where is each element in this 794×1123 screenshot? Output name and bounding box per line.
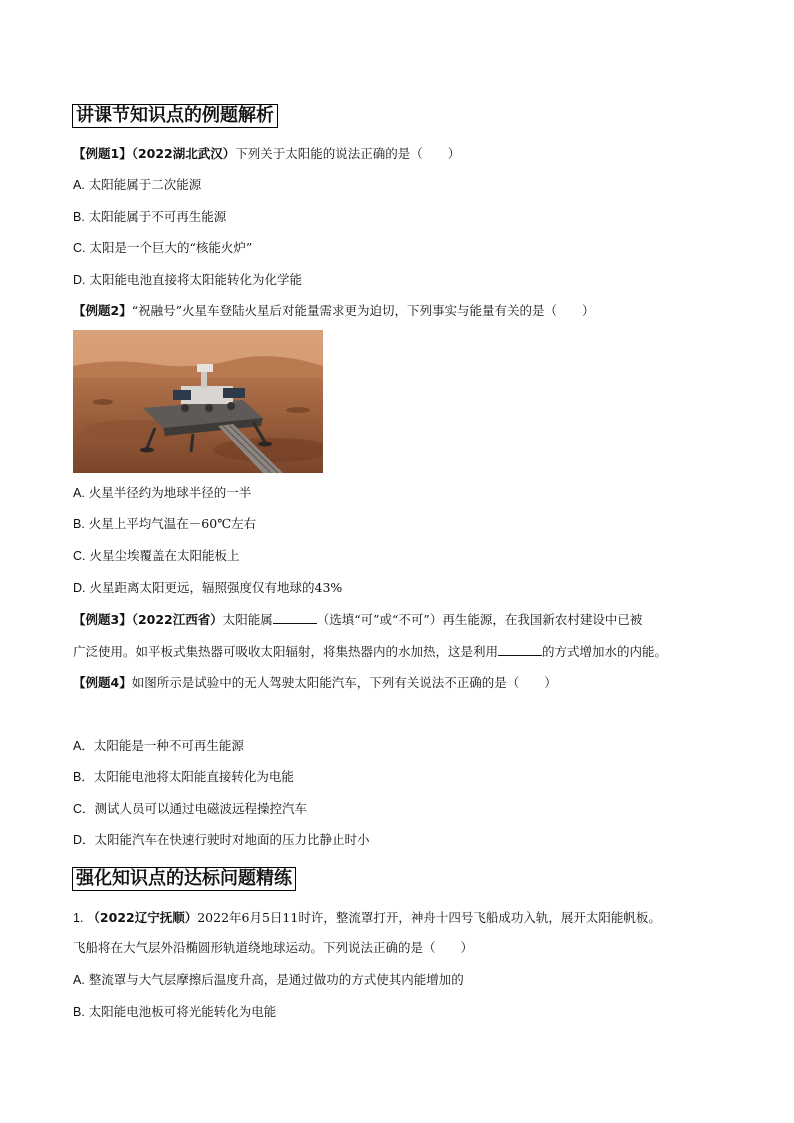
- example-1-option-d: [73, 272, 302, 288]
- option-text: 太阳能电池板可将光能转化为电能: [88, 1004, 277, 1019]
- example-4-stem: 如图所示是试验中的无人驾驶太阳能汽车，下列有关说法不正确的是（ ）: [131, 675, 557, 690]
- option-letter: A.: [73, 973, 85, 987]
- option-letter: B.: [73, 517, 85, 531]
- option-letter: A.: [73, 178, 85, 192]
- section-heading-examples: 讲课节知识点的例题解析: [72, 104, 278, 128]
- example-2-stem: “祝融号”火星车登陆火星后对能量需求更为迫切，下列事实与能量有关的是（ ）: [131, 303, 595, 318]
- option-text: 太阳能属于二次能源: [88, 177, 202, 192]
- practice-1-text: 飞船将在大气层外沿椭圆形轨道绕地球运动。下列说法正确的是（ ）: [73, 940, 474, 955]
- example-4-question: [73, 675, 557, 691]
- answer-blank[interactable]: [273, 611, 317, 624]
- example-3-text: （选填“可”或“不可”）再生能源，在我国新农村建设中已被: [316, 612, 643, 627]
- option-letter: B.: [73, 210, 85, 224]
- option-letter: C．: [73, 802, 95, 816]
- option-text: 测试人员可以通过电磁波远程操控汽车: [94, 801, 308, 816]
- example-1-option-b: [73, 209, 226, 225]
- example-1-option-a: [73, 177, 201, 193]
- example-4-option-b: [73, 769, 294, 785]
- example-1-option-c: [73, 240, 252, 256]
- example-1-question: [73, 146, 460, 162]
- option-text: 火星上平均气温在－60℃左右: [88, 516, 257, 531]
- example-1-stem: 下列关于太阳能的说法正确的是（ ）: [235, 146, 461, 161]
- example-2-label: 【例题2】: [73, 303, 132, 318]
- example-3-text: 的方式增加水的内能。: [542, 644, 668, 659]
- practice-1-line-1: [73, 910, 661, 926]
- practice-1-option-a: [73, 972, 464, 988]
- option-text: 火星距离太阳更远，辐照强度仅有地球的43%: [89, 580, 343, 595]
- example-3-text: 太阳能属: [222, 612, 273, 627]
- practice-1-option-b: [73, 1004, 276, 1020]
- option-text: 整流罩与大气层摩擦后温度升高，是通过做功的方式使其内能增加的: [88, 972, 464, 987]
- option-letter: A．: [73, 739, 94, 753]
- example-3-label: 【例题3】: [73, 612, 132, 627]
- example-4-option-c: [73, 801, 307, 817]
- option-text: 太阳能是一种不可再生能源: [93, 738, 244, 753]
- option-text: 火星尘埃覆盖在太阳能板上: [89, 548, 240, 563]
- example-1-source: （2022湖北武汉）: [131, 146, 236, 161]
- example-2-option-c: [73, 548, 240, 564]
- example-2-option-a: [73, 485, 251, 501]
- practice-1-text: 2022年6月5日11时许，整流罩打开，神舟十四号飞船成功入轨，展开太阳能帆板。: [197, 910, 661, 925]
- example-4-option-a: [73, 738, 244, 754]
- option-text: 太阳能汽车在快速行驶时对地面的压力比静止时小: [94, 832, 370, 847]
- practice-1-line-2: [73, 940, 473, 956]
- option-letter: C.: [73, 241, 86, 255]
- example-3-line-2: [73, 643, 667, 660]
- option-letter: D.: [73, 581, 86, 595]
- option-text: 太阳是一个巨大的“核能火炉”: [89, 240, 253, 255]
- option-text: 太阳能属于不可再生能源: [88, 209, 227, 224]
- option-text: 太阳能电池将太阳能直接转化为电能: [93, 769, 294, 784]
- example-2-option-b: [73, 516, 256, 532]
- option-letter: C.: [73, 549, 86, 563]
- mars-rover-photo: [73, 330, 323, 473]
- option-text: 火星半径约为地球半径的一半: [88, 485, 252, 500]
- example-2-question: [73, 303, 595, 319]
- example-3-text: 广泛使用。如平板式集热器可吸收太阳辐射，将集热器内的水加热，这是利用: [73, 644, 499, 659]
- section-heading-practice: 强化知识点的达标问题精练: [72, 867, 296, 891]
- example-2-option-d: [73, 580, 342, 596]
- example-4-option-d: [73, 832, 370, 848]
- option-letter: D．: [73, 833, 95, 847]
- option-letter: A.: [73, 486, 85, 500]
- example-1-label: 【例题1】: [73, 146, 132, 161]
- practice-1-number: 1.: [73, 911, 84, 925]
- practice-1-source: （2022辽宁抚顺）: [87, 910, 198, 925]
- answer-blank[interactable]: [498, 643, 542, 656]
- example-4-label: 【例题4】: [73, 675, 132, 690]
- option-letter: D.: [73, 273, 86, 287]
- option-letter: B．: [73, 770, 94, 784]
- example-3-line-1: [73, 611, 642, 628]
- option-letter: B.: [73, 1005, 85, 1019]
- option-text: 太阳能电池直接将太阳能转化为化学能: [89, 272, 302, 287]
- example-3-source: （2022江西省）: [131, 612, 223, 627]
